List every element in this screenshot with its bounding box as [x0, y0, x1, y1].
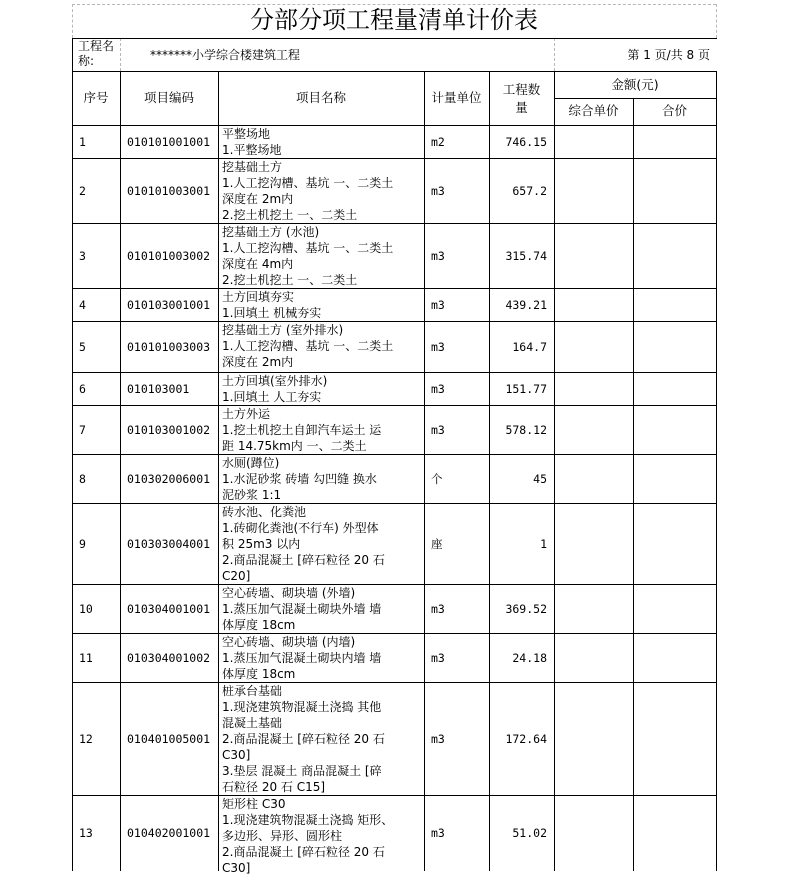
spreadsheet-gridline	[72, 4, 716, 5]
row-name-line: 2.挖土机挖土 一、二类土	[222, 273, 358, 287]
row-quantity: 151.77	[505, 382, 547, 396]
row-name-line: 空心砖墙、砌块墙 (内墙)	[222, 635, 356, 649]
row-name-line: 1.蒸压加气混凝土砌块内墙 墙	[222, 651, 382, 665]
row-seq: 1	[79, 135, 86, 149]
row-name-line: 1.人工挖沟槽、基坑 一、二类土	[222, 339, 394, 353]
spreadsheet-gridline	[72, 4, 73, 38]
row-unit: m3	[431, 423, 445, 437]
header-amount: 金额(元)	[611, 77, 659, 92]
row-name-line: 距 14.75km内 一、二类土	[222, 439, 367, 453]
row-code: 010303004001	[127, 537, 211, 551]
row-seq: 10	[79, 602, 93, 616]
row-name-line: 2.挖土机挖土 一、二类土	[222, 208, 358, 222]
row-name-line: 3.垫层 混凝土 商品混凝土 [碎	[222, 764, 382, 778]
row-quantity: 746.15	[505, 135, 547, 149]
spreadsheet-gridline	[120, 38, 121, 71]
row-code: 010101003003	[127, 340, 211, 354]
row-name-line: 挖基础土方 (室外排水)	[222, 323, 344, 337]
row-name-line: 土方回填夯实	[222, 290, 295, 304]
page-title: 分部分项工程量清单计价表	[250, 6, 538, 34]
spreadsheet-gridline	[554, 38, 555, 71]
header-total: 合价	[661, 103, 687, 118]
row-name-line: 桩承台基础	[222, 684, 283, 698]
row-name-line: 1.回填土 机械夯实	[222, 306, 322, 320]
row-unit: 个	[431, 472, 443, 486]
row-name-line: 土方回填(室外排水)	[222, 374, 328, 388]
row-name-line: 1.人工挖沟槽、基坑 一、二类土	[222, 241, 394, 255]
header-qty: 工程数量	[502, 82, 541, 115]
row-name-line: 1.蒸压加气混凝土砌块外墙 墙	[222, 602, 382, 616]
row-name-line: C30]	[222, 861, 251, 875]
row-seq: 7	[79, 423, 86, 437]
header-code: 项目编码	[143, 90, 194, 105]
row-unit: m3	[431, 184, 445, 198]
row-name-line: 2.商品混凝土 [碎石粒径 20 石	[222, 732, 385, 746]
row-quantity: 578.12	[505, 423, 547, 437]
row-quantity: 1	[540, 537, 547, 551]
row-unit: m3	[431, 382, 445, 396]
row-quantity: 51.02	[512, 826, 547, 840]
row-name-line: 体厚度 18cm	[222, 667, 296, 681]
row-seq: 13	[79, 826, 93, 840]
row-code: 010402001001	[127, 826, 211, 840]
row-seq: 3	[79, 249, 86, 263]
row-name-line: 混凝土基础	[222, 716, 283, 730]
row-name-line: 石粒径 20 石 C15]	[222, 780, 326, 794]
row-code: 010302006001	[127, 472, 211, 486]
row-name-line: 体厚度 18cm	[222, 618, 296, 632]
row-name-line: 1.水泥砂浆 砖墙 勾凹缝 换水	[222, 472, 377, 486]
row-unit: m3	[431, 826, 445, 840]
row-name-line: C20]	[222, 569, 251, 583]
row-unit: m3	[431, 602, 445, 616]
row-name-line: 2.商品混凝土 [碎石粒径 20 石	[222, 553, 385, 567]
row-unit: m2	[431, 135, 445, 149]
page-indicator: 第 1 页/共 8 页	[627, 48, 710, 62]
project-name-label: 工程名称:	[78, 39, 115, 68]
row-unit: 座	[431, 537, 443, 551]
row-name-line: 多边形、异形、圆形柱	[222, 829, 343, 843]
grid-line	[72, 71, 717, 72]
row-quantity: 172.64	[505, 732, 547, 746]
row-name-line: 砖水池、化粪池	[222, 505, 307, 519]
row-unit: m3	[431, 249, 445, 263]
header-name: 项目名称	[295, 90, 346, 105]
row-seq: 9	[79, 537, 86, 551]
row-name-line: 积 25m3 以内	[222, 537, 301, 551]
row-seq: 12	[79, 732, 93, 746]
row-seq: 8	[79, 472, 86, 486]
row-name-line: 1.平整场地	[222, 143, 282, 157]
row-name-line: 泥砂浆 1:1	[222, 488, 282, 502]
row-quantity: 439.21	[505, 298, 547, 312]
row-code: 010401005001	[127, 732, 211, 746]
row-name-line: 1.现浇建筑物混凝土浇捣 其他	[222, 700, 382, 714]
grid-line	[554, 98, 717, 99]
row-code: 010103001002	[127, 423, 211, 437]
row-unit: m3	[431, 298, 445, 312]
row-code: 010103001	[127, 382, 190, 396]
row-name-line: 1.回填土 人工夯实	[222, 390, 322, 404]
row-code: 010101003002	[127, 249, 211, 263]
row-seq: 5	[79, 340, 86, 354]
row-name-line: 挖基础土方	[222, 160, 283, 174]
row-name-line: 平整场地	[222, 127, 271, 141]
grid-line	[218, 71, 219, 871]
row-seq: 4	[79, 298, 86, 312]
row-quantity: 24.18	[512, 651, 547, 665]
row-name-line: 1.砖砌化粪池(不行车) 外型体	[222, 521, 379, 535]
row-code: 010304001002	[127, 651, 211, 665]
row-seq: 11	[79, 651, 93, 665]
project-name-value: *******小学综合楼建筑工程	[150, 48, 301, 62]
grid-line	[72, 38, 717, 39]
grid-line	[716, 71, 717, 871]
row-seq: 2	[79, 184, 86, 198]
row-unit: m3	[431, 340, 445, 354]
grid-line	[489, 71, 490, 871]
row-code: 010101001001	[127, 135, 211, 149]
grid-line	[554, 71, 555, 871]
row-name-line: 空心砖墙、砌块墙 (外墙)	[222, 586, 356, 600]
row-name-line: 水厕(蹲位)	[222, 456, 280, 470]
row-quantity: 657.2	[512, 184, 547, 198]
row-name-line: 深度在 4m内	[222, 257, 294, 271]
row-quantity: 315.74	[505, 249, 547, 263]
row-unit: m3	[431, 732, 445, 746]
row-code: 010103001001	[127, 298, 211, 312]
row-quantity: 369.52	[505, 602, 547, 616]
row-name-line: 1.现浇建筑物混凝土浇捣 矩形、	[222, 813, 394, 827]
row-name-line: C30]	[222, 748, 251, 762]
row-name-line: 2.商品混凝土 [碎石粒径 20 石	[222, 845, 385, 859]
row-name-line: 挖基础土方 (水池)	[222, 225, 320, 239]
grid-line	[633, 98, 634, 871]
row-name-line: 深度在 2m内	[222, 192, 294, 206]
header-unit-price: 综合单价	[568, 103, 619, 118]
header-seq: 序号	[83, 90, 109, 105]
row-quantity: 45	[533, 472, 547, 486]
row-quantity: 164.7	[512, 340, 547, 354]
row-name-line: 深度在 2m内	[222, 355, 294, 369]
row-unit: m3	[431, 651, 445, 665]
row-code: 010101003001	[127, 184, 211, 198]
row-name-line: 矩形柱 C30	[222, 797, 286, 811]
row-name-line: 1.人工挖沟槽、基坑 一、二类土	[222, 176, 394, 190]
grid-line	[424, 71, 425, 871]
grid-line	[120, 71, 121, 871]
header-unit: 计量单位	[431, 90, 482, 105]
row-name-line: 土方外运	[222, 407, 271, 421]
spreadsheet-gridline	[716, 4, 717, 38]
row-name-line: 1.挖土机挖土自卸汽车运土 运	[222, 423, 382, 437]
row-code: 010304001001	[127, 602, 211, 616]
row-seq: 6	[79, 382, 86, 396]
